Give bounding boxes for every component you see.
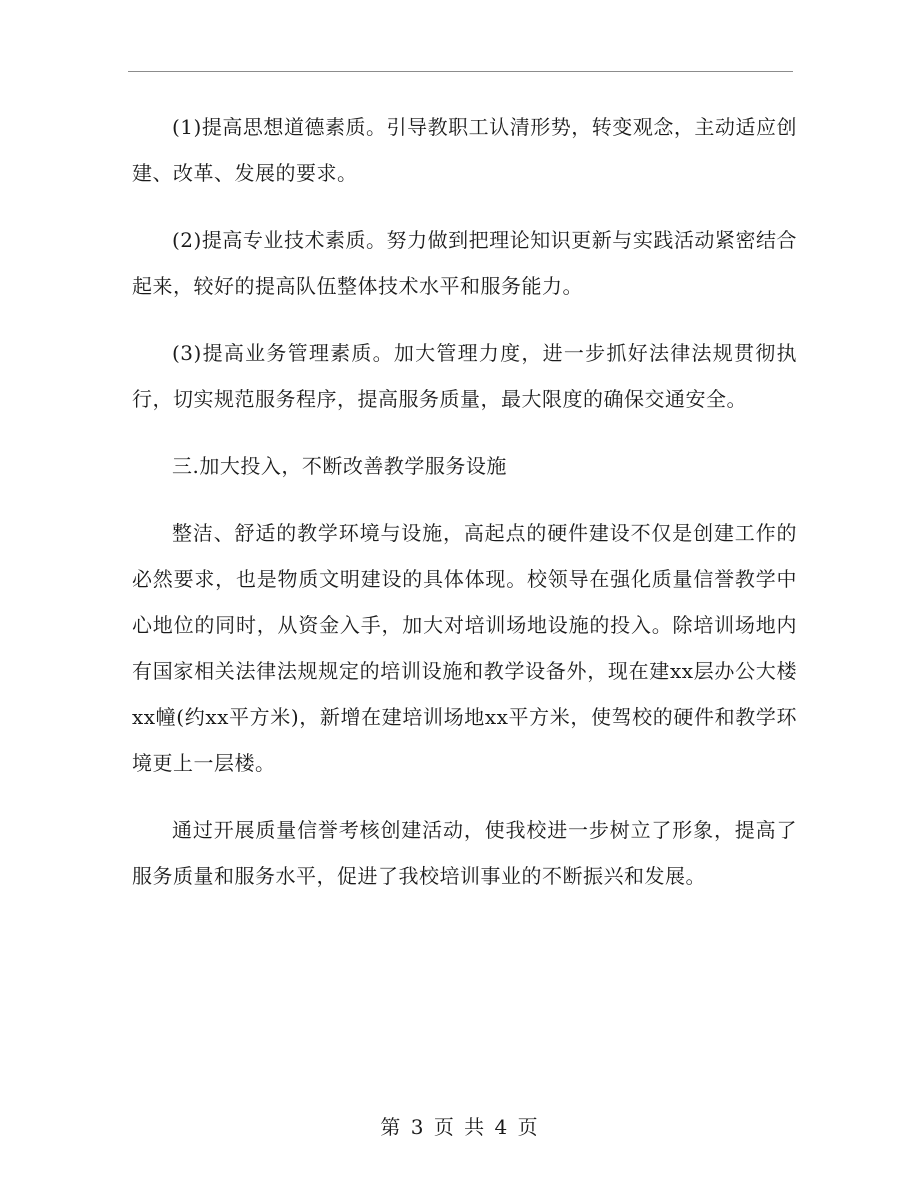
paragraph-5: 通过开展质量信誉考核创建活动，使我校进一步树立了形象，提高了服务质量和服务水平，促进了我校培训事业的不断振兴和发展。 (132, 818, 797, 888)
paragraph-4: 整洁、舒适的教学环境与设施，高起点的硬件建设不仅是创建工作的必然要求，也是物质文明建设的具体体现。校领导在强化质量信誉教学中心地位的同时，从资金入手，加大对培训场地设施的投入。除培训场地内有国家相关法律法规规定的培训设施和教学设备外，现在建xx层办公大楼xx幢(约xx平方米)，新增在建培训场地xx平方米，使驾校的硬件和教学环境更上一层楼。 (132, 521, 797, 775)
document-body (132, 104, 797, 920)
page-number: 第 3 页 共 4 页 (380, 1115, 540, 1139)
header-rule (128, 71, 793, 72)
paragraph-3: (3)提高业务管理素质。加大管理力度，进一步抓好法律法规贯彻执行，切实规范服务程序，提高服务质量，最大限度的确保交通安全。 (132, 341, 797, 411)
paragraph-2: (2)提高专业技术素质。努力做到把理论知识更新与实践活动紧密结合起来，较好的提高队伍整体技术水平和服务能力。 (132, 228, 797, 298)
section-heading: 三.加大投入，不断改善教学服务设施 (172, 454, 507, 478)
paragraph-1: (1)提高思想道德素质。引导教职工认清形势，转变观念，主动适应创建、改革、发展的要求。 (132, 115, 797, 185)
